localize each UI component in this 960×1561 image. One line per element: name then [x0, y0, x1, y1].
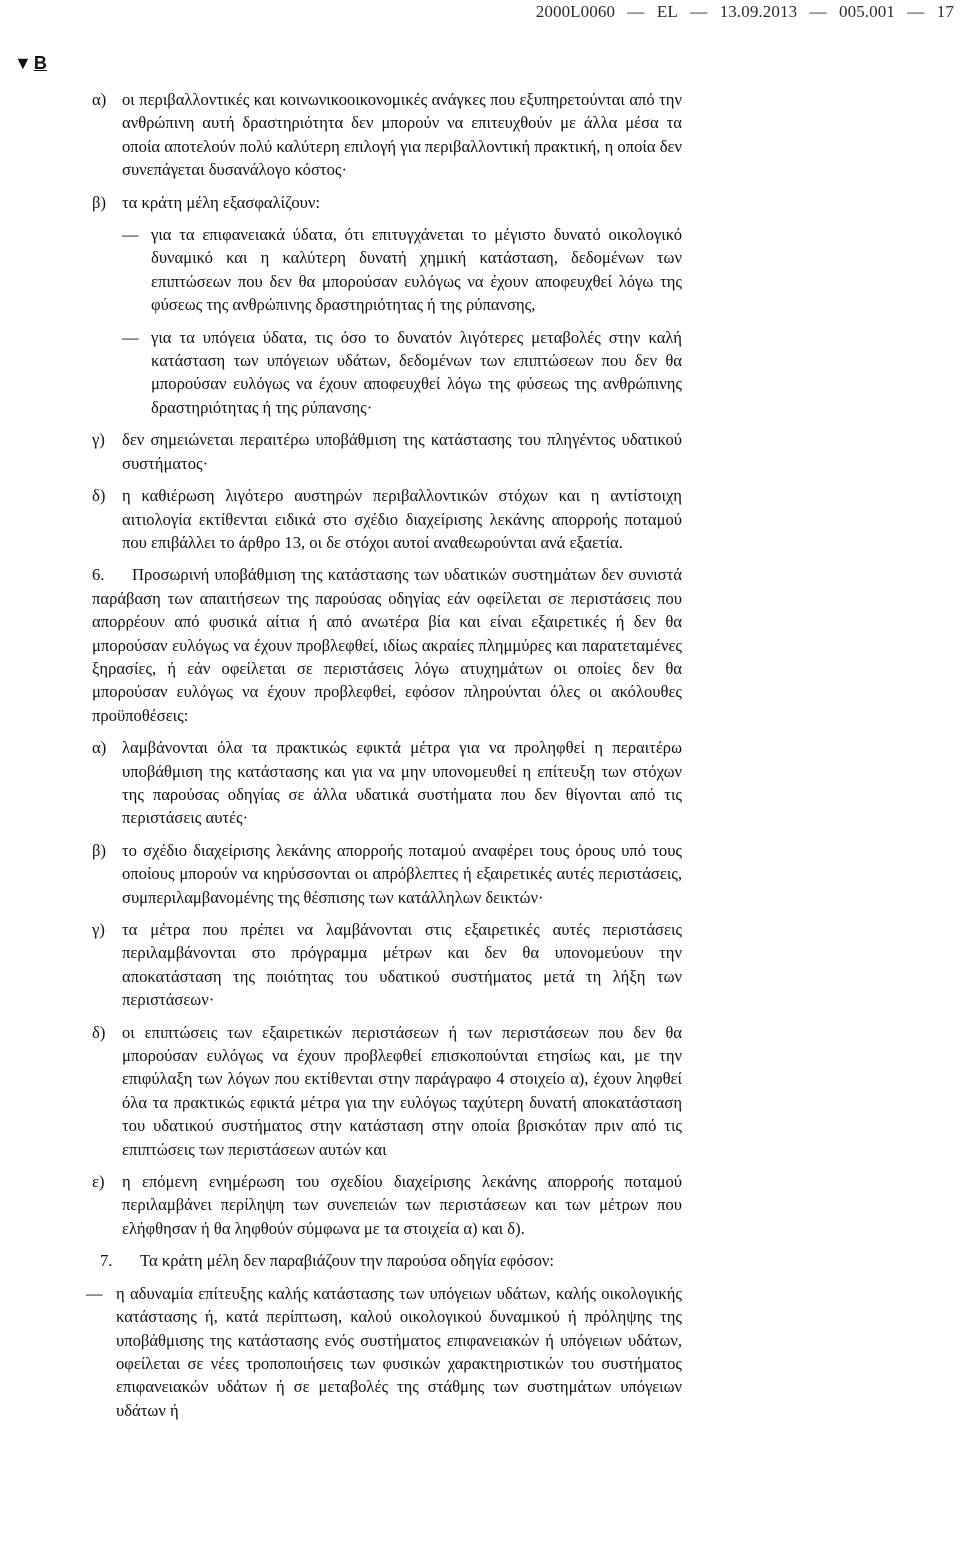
list-item: [92, 428, 682, 475]
item-text: οι περιβαλλοντικές και κοινωνικοοικονομικές ανάγκες που εξυπηρετούνται από την ανθρώπινη αυτή δραστηριότητα δεν μπορούν να επιτευχθούν με άλλα μέσα τα οποία αποτελούν πολύ καλύτερη επιλογή για περιβαλλοντική πρακτική, η οποία δεν συνεπάγεται δυσανάλογο κόστος·: [122, 90, 682, 180]
item-label: α): [92, 90, 107, 109]
language-code: EL: [656, 2, 678, 21]
list-item: [92, 1170, 682, 1240]
document-date: 13.09.2013: [719, 2, 798, 21]
item-label: β): [92, 840, 106, 860]
item-text: η καθιέρωση λιγότερο αυστηρών περιβαλλοντικών στόχων και η αντίστοιχη αιτιολογία εκτίθενται ειδικά στο σχέδιο διαχείρισης λεκάνης απορροής ποταμού που επιβάλλει το άρθρο 13, οι δε στόχοι αυτοί αναθεωρούνται ανά εξαετία.: [122, 486, 682, 552]
item-text: τα μέτρα που πρέπει να λαμβάνονται στις εξαιρετικές αυτές περιστάσεις περιλαμβάνονται στο πρόγραμμα μέτρων και δεν θα υπονομεύουν την αποκατάσταση της ποιότητας του υδατικού συστήματος μετά τη λήξη των περιστάσεων·: [122, 920, 682, 1010]
item-label: β): [92, 192, 106, 212]
list-item: [92, 88, 682, 182]
page-number: 17: [936, 2, 954, 21]
paragraph-text: Τα κράτη μέλη δεν παραβιάζουν την παρούσα οδηγία εφόσον:: [140, 1251, 555, 1271]
item-text: το σχέδιο διαχείρισης λεκάνης απορροής ποταμού αναφέρει τους όρους υπό τους οποίους μπορούν να κηρύσσονται οι απρόβλεπτες ή εξαιρετικές αυτές περιστάσεις, συμπεριλαμβανομένης της θέσπισης των κατάλληλων δεικτών·: [122, 840, 682, 907]
list-item: [92, 191, 682, 214]
header-separator: —: [627, 2, 645, 21]
list-item: [92, 839, 682, 909]
header-separator: —: [907, 2, 925, 21]
item-label: γ): [92, 430, 105, 450]
dash-item: [86, 1282, 682, 1422]
list-item: [92, 1021, 682, 1161]
dash-text: για τα επιφανειακά ύδατα, ότι επιτυγχάνεται το μέγιστο δυνατό οικολογικό δυναμικό και η καλύτερη δυνατή χημική κατάσταση, δεδομένων των επιπτώσεων που δεν θα μπορούσαν ευλόγως να έχουν αποφευχθεί λόγω της φύσεως της ανθρώπινης δραστηριότητας ή της ρύπανσης,: [151, 225, 682, 315]
item-text: η επόμενη ενημέρωση του σχεδίου διαχείρισης λεκάνης απορροής ποταμού περιλαμβάνει περίληψη των συνεπειών των περιστάσεων και των μέτρων που ελήφθησαν ή θα ληφθούν σύμφωνα με τα στοιχεία α) και δ).: [122, 1172, 682, 1238]
list-item: [92, 736, 682, 830]
document-body: [86, 88, 682, 1431]
dash-text: η αδυναμία επίτευξης καλής κατάστασης των υπόγειων υδάτων, καλής οικολογικής κατάστασης ή, κατά περίπτωση, καλού οικολογικού δυναμικού ή πρόληψης της υποβάθμισης της κατάστασης ενός συστήματος επιφανειακών ή υπόγειων υδάτων, οφείλεται σε νέες τροποποιήσεις των φυσικών χαρακτηριστικών του συστήματος επιφανειακών υδάτων ή σε μεταβολές της στάθμης των συστημάτων υπόγειων υδάτων ή: [116, 1283, 682, 1420]
triangle-down-icon: ▼: [14, 53, 32, 73]
version-number: 005.001: [839, 2, 895, 21]
item-text: οι επιπτώσεις των εξαιρετικών περιστάσεων ή των περιστάσεων που δεν θα μπορούσαν ευλόγως να έχουν προβλεφθεί επισκοπούνται ετησίως και, με την επιφύλαξη των λόγων που εκτίθενται στην παράγραφο 4 στοιχείο α), έχουν ληφθεί όλα τα πρακτικώς εφικτά μέτρα για την ευλόγως ταχύτερη δυνατή αποκατάσταση του υδατικού συστήματος στην κατάσταση στην οποία βρισκόταν πριν από τις επιπτώσεις των περιστάσεων αυτών και: [122, 1022, 682, 1159]
paragraph-number: 6.: [92, 565, 105, 585]
item-text: τα κράτη μέλη εξασφαλίζουν:: [122, 192, 320, 212]
paragraph-number: 7.: [100, 1251, 113, 1271]
item-label: α): [92, 738, 107, 758]
paragraph-text: Προσωρινή υποβάθμιση της κατάστασης των υδατικών συστημάτων δεν συνιστά παράβαση των απαιτήσεων της παρούσας οδηγίας εάν οφείλεται σε περιστάσεις που απορρέουν από φυσικά αίτια ή από ανωτέρα βία και είναι εξαιρετικές ή δεν θα μπορούσαν ευλόγως να έχουν προβλεφθεί, ιδίως ακραίες πλημμύρες και παρατεταμένες ξηρασίες, ή εάν οφείλεται σε περιστάσεις λόγω ατυχημάτων οι οποίες δεν θα μπορούσαν ευλόγως να έχουν προβλεφθεί, εφόσον πληρούνται όλες οι ακόλουθες προϋποθέσεις:: [92, 565, 682, 725]
dash-label: —: [86, 1283, 103, 1303]
list-item: [92, 918, 682, 1012]
amendment-marker: [14, 52, 47, 75]
list-item: [92, 484, 682, 554]
document-id: 2000L0060: [535, 2, 616, 21]
item-text: λαμβάνονται όλα τα πρακτικώς εφικτά μέτρα για να προληφθεί η περαιτέρω υποβάθμιση της κατάστασης και για να μην υπονομευθεί η επίτευξη των στόχων της παρούσας οδηγίας σε άλλα υδατικά συστήματα που δεν θίγονται από τις περιστάσεις αυτές·: [122, 738, 682, 828]
numbered-paragraph: [92, 563, 682, 727]
item-text: δεν σημειώνεται περαιτέρω υποβάθμιση της κατάστασης του πληγέντος υδατικού συστήματος·: [122, 430, 682, 473]
item-label: ε): [92, 1172, 105, 1192]
header-separator: —: [809, 2, 827, 21]
page-header: [536, 2, 954, 22]
numbered-paragraph: [92, 1249, 682, 1272]
dash-item: [92, 326, 682, 420]
dash-label: —: [122, 327, 139, 347]
header-separator: —: [690, 2, 708, 21]
item-label: δ): [92, 486, 106, 506]
dash-item: [92, 223, 682, 317]
item-label: γ): [92, 920, 105, 939]
dash-label: —: [122, 225, 139, 245]
dash-text: για τα υπόγεια ύδατα, τις όσο το δυνατόν λιγότερες μεταβολές στην καλή κατάσταση των υπόγειων υδάτων, δεδομένων των επιπτώσεων που δεν θα μπορούσαν ευλόγως να έχουν αποφευχθεί λόγω της φύσεως της ανθρώπινης δραστηριότητας ή της ρύπανσης·: [151, 327, 682, 417]
amendment-letter: B: [33, 53, 47, 73]
item-label: δ): [92, 1022, 106, 1042]
